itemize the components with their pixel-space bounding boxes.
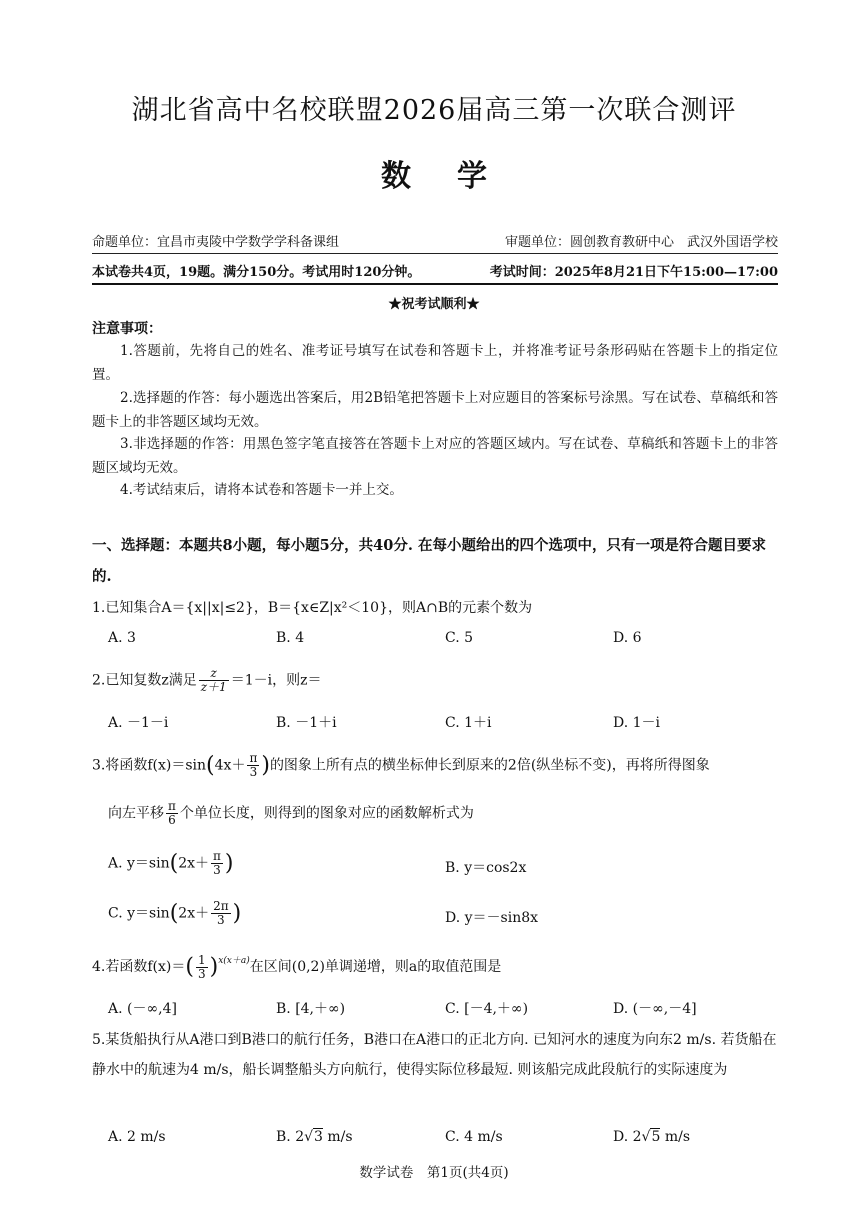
- question-3-line2: 向左平移 $\frac{\pi}{6}$ 个单位长度，则得到的图象对应的函数解析式为: [108, 799, 474, 827]
- q2-option-c: C. 1＋i: [445, 715, 492, 731]
- question-3-stem: 3.将函数f(x)＝sin(4x＋ $\frac{\pi}{3}$ )的图象上所有点的横坐标伸长到原来的2倍(纵坐标不变)，再将所得图象: [92, 751, 710, 779]
- note-item: 2.选择题的作答：每小题选出答案后，用2B铅笔把答题卡上对应题目的答案标号涂黑。写在试卷、草稿纸和答题卡上的非答题区域均无效。: [92, 390, 778, 430]
- q1-option-c: C. 5: [445, 630, 474, 646]
- fraction: $\frac{\pi}{3}$: [213, 849, 221, 877]
- q5-option-d: D. 2√5 m/s: [613, 1129, 691, 1145]
- divider-thin: [92, 253, 778, 254]
- q3-option-a: A. y＝sin(2x＋ $\frac{\pi}{3}$ ): [108, 849, 234, 877]
- notes-heading: 注意事项：: [92, 321, 162, 337]
- q2-option-d: D. 1－i: [613, 715, 661, 731]
- section-heading: 一、选择题：本题共8小题，每小题5分，共40分. 在每小题给出的四个选项中，只有一项是符合题目要求的.: [92, 537, 766, 585]
- q3-option-c: C. y＝sin(2x＋ $\frac{2\pi}{3}$ ): [108, 899, 242, 927]
- question-2-stem: 2.已知复数z满足 $\frac{z}{z+1}$ ＝1－i，则z＝: [92, 666, 322, 694]
- q5-option-a: A. 2 m/s: [108, 1129, 166, 1145]
- q3-option-b: B. y＝cos2x: [445, 860, 527, 876]
- question-5-stem: 5.某货船执行从A港口到B港口的航行任务，B港口在A港口的正北方向. 已知河水的速度为向东2 m/s. 若货船在静水中的航速为4 m/s，船长调整船头方向航行，使得实际位移最短. 则该船完成此段航行的实际速度为: [92, 1032, 777, 1078]
- subject-title: 数学: [381, 159, 533, 194]
- fraction: $\frac{z}{z+1}$: [200, 666, 227, 694]
- note-item: 4.考试结束后，请将本试卷和答题卡一并上交。: [120, 482, 403, 498]
- question-4-stem: 4.若函数f(x)＝( $\frac{1}{3}$ )$^{x(x+a)}$在区间(0,2)单调递增，则a的取值范围是: [92, 952, 502, 981]
- q4-option-c: C. [－4,＋∞): [445, 1001, 529, 1017]
- fraction: $\frac{\pi}{6}$: [168, 799, 176, 827]
- exam-title: 湖北省高中名校联盟2026届高三第一次联合测评: [131, 95, 737, 126]
- q5-option-b: B. 2√3 m/s: [276, 1129, 353, 1145]
- fraction: $\frac{\pi}{3}$: [249, 751, 258, 779]
- fraction: $\frac{1}{3}$: [197, 952, 206, 981]
- q5-option-c: C. 4 m/s: [445, 1129, 503, 1145]
- page-footer: 数学试卷 第1页(共4页): [359, 1165, 509, 1181]
- setter-unit: 命题单位：宜昌市夷陵中学数学学科备课组: [92, 235, 340, 250]
- q1-option-a: A. 3: [108, 630, 136, 646]
- fraction: $\frac{2\pi}{3}$: [213, 899, 229, 927]
- q3-option-d: D. y＝－sin8x: [445, 910, 539, 926]
- note-item: 1.答题前，先将自己的姓名、准考证号填写在试卷和答题卡上，并将准考证号条形码贴在答题卡上的指定位置。: [92, 343, 778, 383]
- q2-option-a: A. －1－i: [108, 715, 169, 731]
- note-item: 3.非选择题的作答：用黑色签字笔直接答在答题卡上对应的答题区域内。写在试卷、草稿纸和答题卡上的非答题区域均无效。: [92, 436, 778, 476]
- question-1-stem: 1.已知集合A＝{x||x|≤2}，B＝{x∈Z|x²＜10}，则A∩B的元素个数为: [92, 600, 533, 616]
- reviewer-unit: 审题单位：圆创教育教研中心 武汉外国语学校: [504, 235, 778, 250]
- q1-option-d: D. 6: [613, 630, 642, 646]
- q4-option-a: A. (－∞,4]: [108, 1001, 177, 1017]
- q2-option-b: B. －1＋i: [276, 715, 337, 731]
- q4-option-b: B. [4,＋∞): [276, 1001, 346, 1017]
- paper-info: 本试卷共4页，19题。满分150分。考试用时120分钟。: [92, 265, 421, 280]
- q4-option-d: D. (－∞,－4]: [613, 1001, 697, 1017]
- exam-time: 考试时间：2025年8月21日下午15:00—17:00: [489, 265, 778, 280]
- good-luck-banner: ★祝考试顺利★: [388, 297, 480, 312]
- divider-thick: [92, 283, 778, 285]
- q1-option-b: B. 4: [276, 630, 305, 646]
